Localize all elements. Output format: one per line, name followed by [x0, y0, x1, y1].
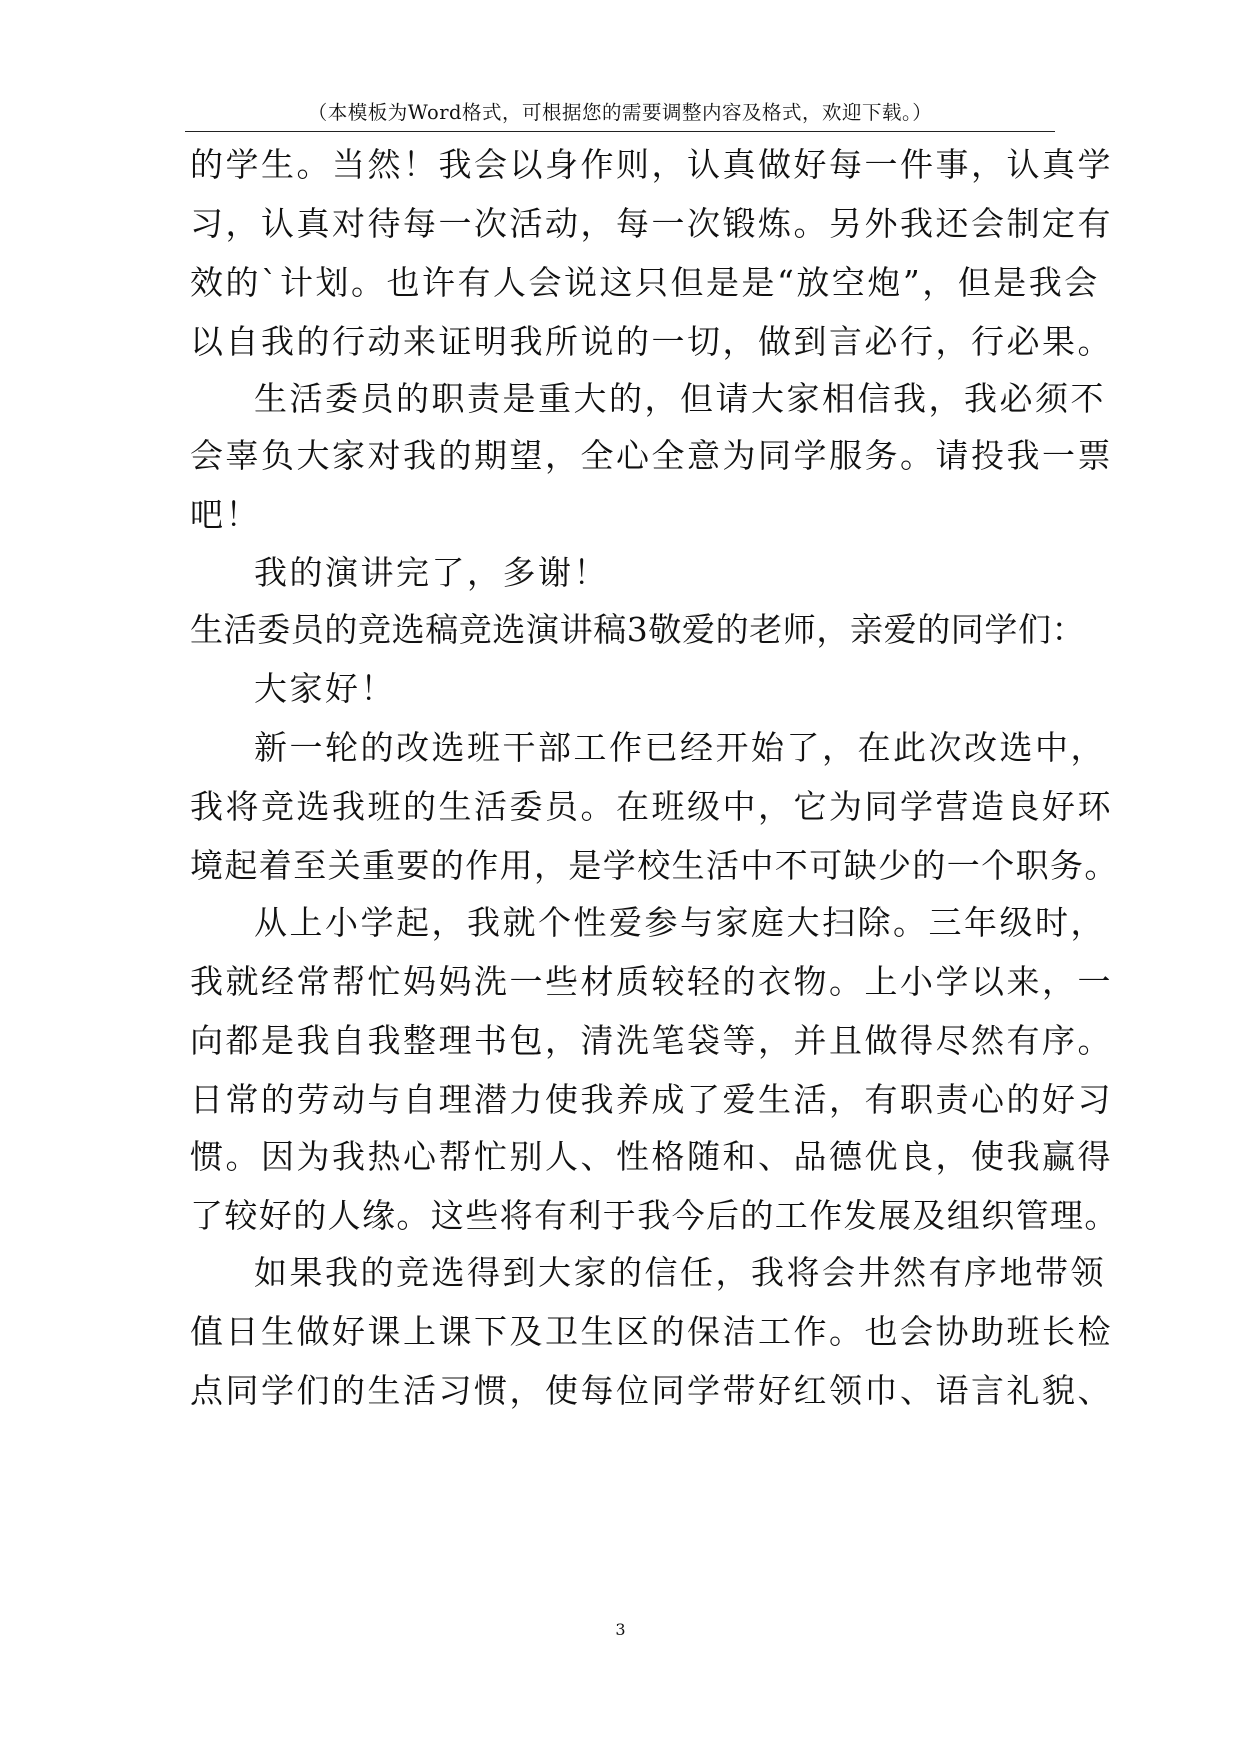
section-heading-line: 生活委员的竞选稿竞选演讲稿3敬爱的老师，亲爱的同学们： — [190, 610, 1086, 649]
text-line: 境起着至关重要的作用，是学校生活中不可缺少的一个职务。 — [190, 846, 1119, 885]
text-line: 从上小学起，我就个性爱参与家庭大扫除。三年级时， — [254, 903, 1106, 942]
text-line: 我的演讲完了，多谢！ — [254, 553, 609, 592]
page-number: 3 — [615, 1620, 626, 1639]
text-line: 点同学们的生活习惯，使每位同学带好红领巾、语言礼貌、 — [190, 1371, 1113, 1410]
text-line: 值日生做好课上课下及卫生区的保洁工作。也会协助班长检 — [190, 1312, 1113, 1351]
text-line: 效的`计划。也许有人会说这只但是是“放空炮”，但是我会 — [190, 263, 1100, 302]
text-line: 了较好的人缘。这些将有利于我今后的工作发展及组织管理。 — [190, 1196, 1119, 1235]
text-line: 向都是我自我整理书包，清洗笔袋等，并且做得尽然有序。 — [190, 1021, 1113, 1060]
text-line: 我将竞选我班的生活委员。在班级中，它为同学营造良好环 — [190, 787, 1113, 826]
text-line: 的学生。当然！我会以身作则，认真做好每一件事，认真学 — [190, 145, 1113, 184]
header-divider — [185, 131, 1055, 132]
text-line: 惯。因为我热心帮忙别人、性格随和、品德优良，使我赢得 — [190, 1137, 1113, 1176]
template-note: （本模板为Word格式，可根据您的需要调整内容及格式，欢迎下载。） — [307, 101, 933, 124]
text-line: 新一轮的改选班干部工作已经开始了，在此次改选中， — [254, 728, 1106, 767]
text-line: 以自我的行动来证明我所说的一切，做到言必行，行必果。 — [190, 322, 1113, 361]
text-line: 我就经常帮忙妈妈洗一些材质较轻的衣物。上小学以来，一 — [190, 962, 1113, 1001]
text-line: 吧！ — [190, 495, 261, 534]
text-line: 生活委员的职责是重大的，但请大家相信我，我必须不 — [254, 379, 1106, 418]
text-line: 如果我的竞选得到大家的信任，我将会井然有序地带领 — [254, 1253, 1106, 1292]
text-line: 习，认真对待每一次活动，每一次锻炼。另外我还会制定有 — [190, 204, 1113, 243]
text-line: 日常的劳动与自理潜力使我养成了爱生活，有职责心的好习 — [190, 1080, 1113, 1119]
text-line: 大家好！ — [254, 669, 396, 708]
text-line: 会辜负大家对我的期望，全心全意为同学服务。请投我一票 — [190, 436, 1113, 475]
